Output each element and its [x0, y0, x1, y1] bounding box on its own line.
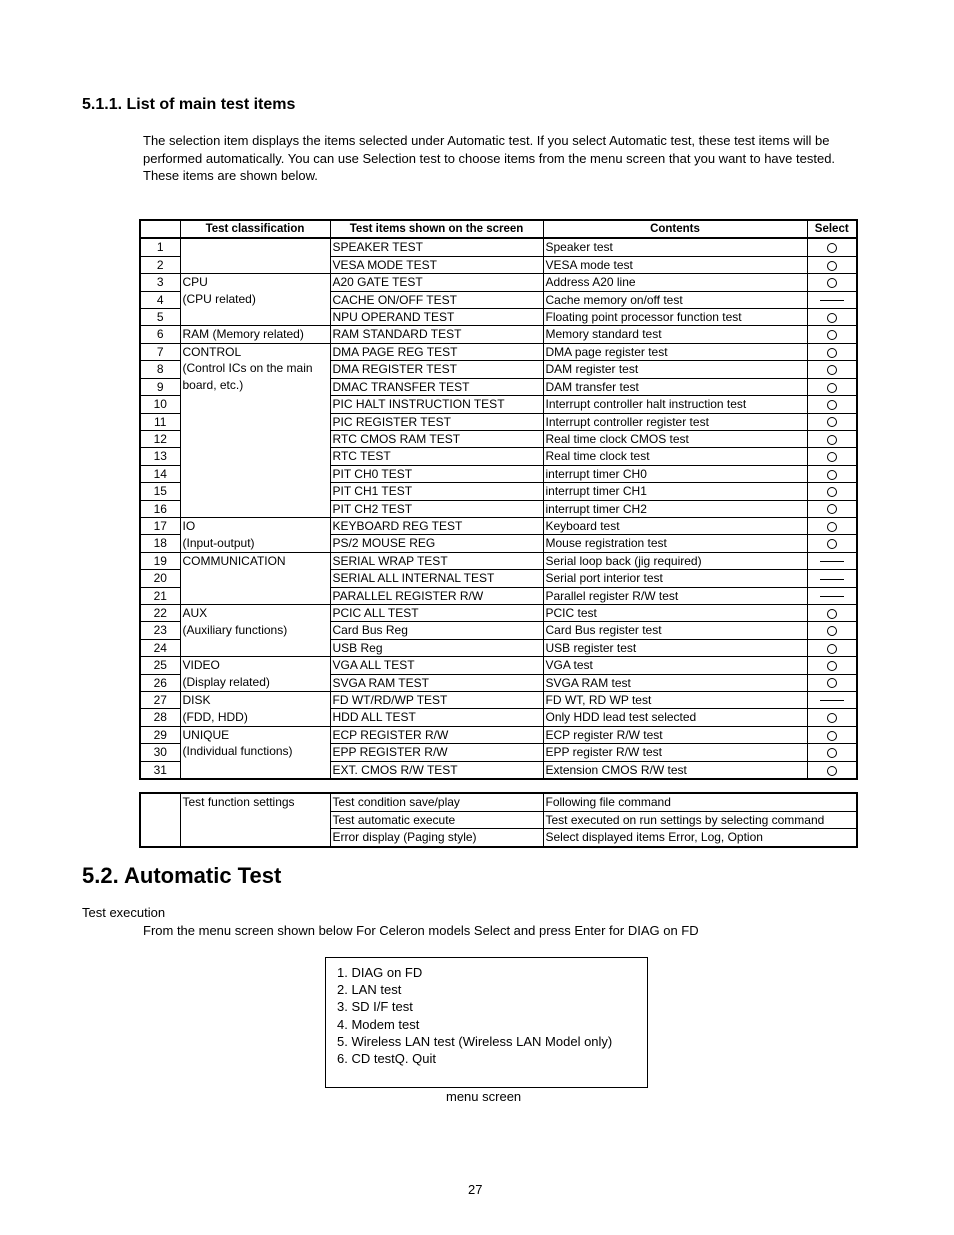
page-number: 27: [468, 1182, 483, 1197]
test-item: KEYBOARD REG TEST: [330, 518, 543, 535]
menu-item: 6. CD testQ. Quit: [337, 1051, 436, 1067]
test-item: EXT. CMOS R/W TEST: [330, 761, 543, 779]
select-cell: [807, 309, 857, 326]
select-cell: [807, 448, 857, 465]
row-number: 20: [140, 570, 180, 587]
menu-item: 2. LAN test: [337, 982, 402, 998]
row-number: 10: [140, 396, 180, 413]
select-cell: [807, 413, 857, 430]
circle-mark-icon: [827, 522, 837, 532]
classification-line: UNIQUE: [182, 727, 230, 742]
func-item: Test automatic execute: [330, 811, 543, 829]
circle-mark-icon: [827, 278, 837, 288]
test-classification: [180, 274, 330, 326]
test-contents: Address A20 line: [543, 274, 807, 291]
circle-mark-icon: [827, 644, 837, 654]
circle-mark-icon: [827, 504, 837, 514]
test-execution-label: Test execution: [82, 905, 166, 920]
classification-line: (CPU related): [182, 291, 256, 306]
test-item: NPU OPERAND TEST: [330, 309, 543, 326]
row-number: 14: [140, 465, 180, 482]
circle-mark-icon: [827, 766, 837, 776]
col-header-number: [140, 220, 180, 238]
row-number: 4: [140, 291, 180, 308]
test-contents: Interrupt controller halt instruction test: [543, 396, 807, 413]
classification-line: (Display related): [182, 674, 270, 689]
classification-line: (Individual functions): [182, 744, 293, 759]
table-row: [140, 518, 857, 535]
test-contents: Serial loop back (jig required): [543, 552, 807, 569]
circle-mark-icon: [827, 470, 837, 480]
test-item: SPEAKER TEST: [330, 238, 543, 256]
circle-mark-icon: [827, 313, 837, 323]
select-cell: [807, 692, 857, 709]
intro-text-2: These items are shown below.: [143, 168, 318, 183]
intro-text: The selection item displays the items selected under Automatic test. If you select Automatic test, these test items will be performed automatically. You can use Selection test to choose items from the menu screen that you want to have tested.: [143, 133, 836, 166]
row-number: 7: [140, 343, 180, 360]
menu-caption: menu screen: [446, 1089, 522, 1104]
test-item: VESA MODE TEST: [330, 256, 543, 273]
classification-line: CPU: [182, 275, 208, 290]
test-item: DMA PAGE REG TEST: [330, 343, 543, 360]
row-number: 15: [140, 483, 180, 500]
menu-item: 5. Wireless LAN test (Wireless LAN Model only): [337, 1033, 613, 1049]
test-item: PS/2 MOUSE REG: [330, 535, 543, 552]
col-header-classification: Test classification: [180, 220, 330, 238]
classification-line: AUX: [182, 606, 208, 621]
test-item: PIC REGISTER TEST: [330, 413, 543, 430]
func-contents: Select displayed items Error, Log, Option: [543, 829, 857, 847]
select-cell: [807, 465, 857, 482]
test-item: PIC HALT INSTRUCTION TEST: [330, 396, 543, 413]
test-contents: Parallel register R/W test: [543, 587, 807, 604]
test-item: RTC CMOS RAM TEST: [330, 430, 543, 447]
dash-mark-icon: [820, 700, 844, 701]
select-cell: [807, 518, 857, 535]
select-cell: [807, 744, 857, 761]
select-cell: [807, 361, 857, 378]
test-classification: [180, 518, 330, 553]
select-cell: [807, 238, 857, 256]
test-contents: DAM transfer test: [543, 378, 807, 395]
row-number: 25: [140, 657, 180, 674]
classification-line: IO: [182, 519, 196, 533]
dash-mark-icon: [820, 300, 844, 301]
row-number: 30: [140, 744, 180, 761]
col-header-items: Test items shown on the screen: [330, 220, 543, 238]
select-cell: [807, 326, 857, 344]
test-item: FD WT/RD/WP TEST: [330, 692, 543, 709]
table-row: [140, 274, 857, 291]
test-item: SVGA RAM TEST: [330, 674, 543, 691]
select-cell: [807, 761, 857, 779]
intro-paragraph: [143, 132, 853, 185]
test-contents: interrupt timer CH2: [543, 500, 807, 517]
row-number: 6: [140, 326, 180, 344]
select-cell: [807, 256, 857, 273]
test-contents: DMA page register test: [543, 343, 807, 360]
test-item: A20 GATE TEST: [330, 274, 543, 291]
circle-mark-icon: [827, 487, 837, 497]
row-number: 12: [140, 430, 180, 447]
circle-mark-icon: [827, 748, 837, 758]
table-row: [140, 605, 857, 622]
circle-mark-icon: [827, 261, 837, 271]
test-item: RTC TEST: [330, 448, 543, 465]
menu-item: 4. Modem test: [337, 1016, 420, 1032]
table-row: [140, 326, 857, 344]
select-cell: [807, 483, 857, 500]
test-contents: Only HDD lead test selected: [543, 709, 807, 726]
test-contents: Keyboard test: [543, 518, 807, 535]
func-classification: Test function settings: [180, 793, 330, 847]
test-classification: [180, 605, 330, 657]
test-classification: [180, 657, 330, 692]
row-number: 5: [140, 309, 180, 326]
circle-mark-icon: [827, 731, 837, 741]
test-item: ECP REGISTER R/W: [330, 726, 543, 743]
circle-mark-icon: [827, 435, 837, 445]
automatic-test-title: 5.2. Automatic Test: [82, 863, 282, 888]
test-item: RAM STANDARD TEST: [330, 326, 543, 344]
table-row: [140, 552, 857, 569]
row-number: 18: [140, 535, 180, 552]
row-number: 19: [140, 552, 180, 569]
circle-mark-icon: [827, 626, 837, 636]
select-cell: [807, 709, 857, 726]
select-cell: [807, 570, 857, 587]
circle-mark-icon: [827, 452, 837, 462]
test-item: DMAC TRANSFER TEST: [330, 378, 543, 395]
table-row: [140, 238, 857, 256]
col-header-contents: Contents: [543, 220, 807, 238]
circle-mark-icon: [827, 713, 837, 723]
dash-mark-icon: [820, 561, 844, 562]
circle-mark-icon: [827, 661, 837, 671]
row-number: 13: [140, 448, 180, 465]
circle-mark-icon: [827, 539, 837, 549]
row-number: 23: [140, 622, 180, 639]
test-item: DMA REGISTER TEST: [330, 361, 543, 378]
select-cell: [807, 639, 857, 656]
row-number: 21: [140, 587, 180, 604]
classification-line: COMMUNICATION: [182, 553, 286, 568]
table-row: [140, 657, 857, 674]
select-cell: [807, 657, 857, 674]
row-number: 24: [140, 639, 180, 656]
func-number-cell: [140, 793, 180, 847]
classification-line: (Input-output): [182, 535, 255, 550]
select-cell: [807, 430, 857, 447]
test-item: PIT CH0 TEST: [330, 465, 543, 482]
table-header-row: [140, 220, 857, 238]
circle-mark-icon: [827, 348, 837, 358]
col-header-select: Select: [807, 220, 857, 238]
classification-line: DISK: [182, 693, 211, 708]
table-row: [140, 343, 857, 360]
test-contents: EPP register R/W test: [543, 744, 807, 761]
table-row: [140, 692, 857, 709]
circle-mark-icon: [827, 400, 837, 410]
select-cell: [807, 605, 857, 622]
classification-line: (FDD, HDD): [182, 709, 248, 724]
select-cell: [807, 378, 857, 395]
test-item: PCIC ALL TEST: [330, 605, 543, 622]
section-title: 5.1.1. List of main test items: [82, 96, 296, 113]
test-item: HDD ALL TEST: [330, 709, 543, 726]
test-classification: [180, 326, 330, 344]
select-cell: [807, 500, 857, 517]
row-number: 26: [140, 674, 180, 691]
test-classification: [180, 692, 330, 727]
select-cell: [807, 291, 857, 308]
test-contents: Card Bus register test: [543, 622, 807, 639]
select-cell: [807, 535, 857, 552]
row-number: 29: [140, 726, 180, 743]
row-number: 17: [140, 518, 180, 535]
function-settings-table: [139, 792, 858, 848]
test-item: SERIAL ALL INTERNAL TEST: [330, 570, 543, 587]
test-contents: Real time clock test: [543, 448, 807, 465]
row-number: 28: [140, 709, 180, 726]
test-items-table: [139, 219, 858, 780]
row-number: 9: [140, 378, 180, 395]
test-contents: ECP register R/W test: [543, 726, 807, 743]
test-contents: Real time clock CMOS test: [543, 430, 807, 447]
menu-screen-box: [325, 957, 648, 1088]
test-item: PARALLEL REGISTER R/W: [330, 587, 543, 604]
menu-item: 1. DIAG on FD: [337, 965, 423, 980]
row-number: 31: [140, 761, 180, 779]
func-item: Error display (Paging style): [330, 829, 543, 847]
classification-line: board, etc.): [182, 377, 244, 392]
classification-line: (Auxiliary functions): [182, 622, 288, 637]
dash-mark-icon: [820, 596, 844, 597]
test-contents: Floating point processor function test: [543, 309, 807, 326]
circle-mark-icon: [827, 383, 837, 393]
test-item: EPP REGISTER R/W: [330, 744, 543, 761]
test-contents: USB register test: [543, 639, 807, 656]
circle-mark-icon: [827, 609, 837, 619]
table-row: [140, 726, 857, 743]
test-contents: Extension CMOS R/W test: [543, 761, 807, 779]
select-cell: [807, 396, 857, 413]
test-item: SERIAL WRAP TEST: [330, 552, 543, 569]
test-contents: interrupt timer CH0: [543, 465, 807, 482]
classification-line: CONTROL: [182, 344, 242, 359]
test-contents: PCIC test: [543, 605, 807, 622]
test-item: CACHE ON/OFF TEST: [330, 291, 543, 308]
row-number: 22: [140, 605, 180, 622]
test-contents: Memory standard test: [543, 326, 807, 344]
table-row: [140, 793, 857, 811]
test-item: USB Reg: [330, 639, 543, 656]
test-contents: Cache memory on/off test: [543, 291, 807, 308]
test-item: VGA ALL TEST: [330, 657, 543, 674]
func-item: Test condition save/play: [330, 793, 543, 811]
row-number: 11: [140, 413, 180, 430]
circle-mark-icon: [827, 417, 837, 427]
circle-mark-icon: [827, 243, 837, 253]
circle-mark-icon: [827, 330, 837, 340]
test-classification: [180, 552, 330, 604]
test-classification: [180, 343, 330, 517]
test-contents: VGA test: [543, 657, 807, 674]
select-cell: [807, 622, 857, 639]
func-contents: Following file command: [543, 793, 857, 811]
test-contents: Mouse registration test: [543, 535, 807, 552]
test-contents: Interrupt controller register test: [543, 413, 807, 430]
row-number: 2: [140, 256, 180, 273]
test-contents: VESA mode test: [543, 256, 807, 273]
select-cell: [807, 343, 857, 360]
select-cell: [807, 674, 857, 691]
select-cell: [807, 726, 857, 743]
test-execution-description: From the menu screen shown below For Celeron models Select and press Enter for DIAG on FD: [143, 923, 699, 938]
row-number: 16: [140, 500, 180, 517]
test-item: PIT CH2 TEST: [330, 500, 543, 517]
row-number: 1: [140, 238, 180, 256]
classification-line: RAM (Memory related): [182, 327, 304, 342]
dash-mark-icon: [820, 579, 844, 580]
select-cell: [807, 552, 857, 569]
test-classification: [180, 238, 330, 273]
circle-mark-icon: [827, 365, 837, 375]
select-cell: [807, 274, 857, 291]
row-number: 3: [140, 274, 180, 291]
test-contents: interrupt timer CH1: [543, 483, 807, 500]
select-cell: [807, 587, 857, 604]
classification-line: (Control ICs on the main: [182, 361, 313, 376]
test-item: PIT CH1 TEST: [330, 483, 543, 500]
test-contents: Speaker test: [543, 238, 807, 256]
circle-mark-icon: [827, 678, 837, 688]
test-contents: DAM register test: [543, 361, 807, 378]
test-contents: FD WT, RD WP test: [543, 692, 807, 709]
row-number: 8: [140, 361, 180, 378]
test-item: Card Bus Reg: [330, 622, 543, 639]
menu-item: 3. SD I/F test: [337, 999, 413, 1015]
test-classification: [180, 726, 330, 779]
classification-line: VIDEO: [182, 658, 220, 673]
row-number: 27: [140, 692, 180, 709]
test-contents: Serial port interior test: [543, 570, 807, 587]
test-contents: SVGA RAM test: [543, 674, 807, 691]
func-contents: Test executed on run settings by selecting command: [543, 811, 857, 829]
